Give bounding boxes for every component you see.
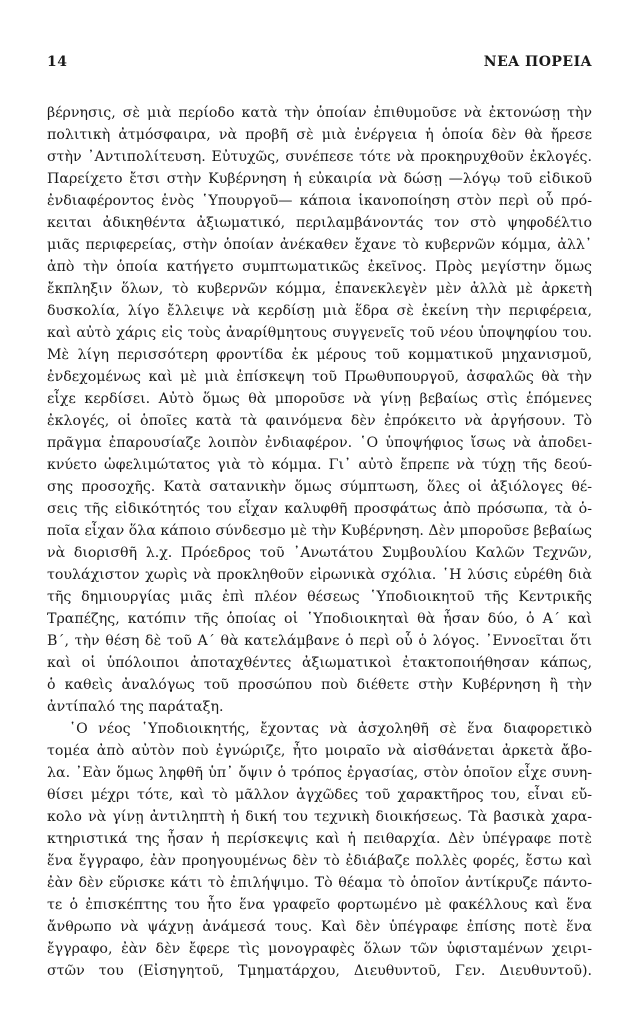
text-line: ἐνδιαφέροντος ἑνὸς ῾Υπουργοῦ— κάποια ἱκανοποίηση στὸν περὶ οὗ πρό- bbox=[47, 193, 592, 209]
text-line: καὶ οἱ ὑπόλοιποι ἀποταχθέντες ἀξιωματικοὶ ἐτακτοποιήθησαν κάπως, bbox=[47, 655, 592, 671]
text-line: τουλάχιστον χωρὶς νὰ προκληθοῦν εἰρωνικὰ σχόλια. ῾Η λύσις εὑρέθη διὰ bbox=[47, 567, 592, 583]
text-line: ἀντίπαλό της παράταξη. bbox=[47, 699, 224, 715]
text-line: ἐκλογές, οἱ ὁποῖες κατὰ τὰ φαινόμενα δὲν ἐπρόκειτο νὰ ἀργήσουν. Τὸ bbox=[47, 413, 592, 429]
text-line: λα. ᾽Εὰν ὅμως ληφθῆ ὑπ᾽ ὄψιν ὁ τρόπος ἐργασίας, στὸν ὁποῖον εἶχε συνη- bbox=[47, 765, 592, 781]
text-line: δυσκολία, λίγο ἔλλειψε νὰ κερδίσῃ μιὰ ἕδρα σὲ ἐκείνη τὴν περιφέρεια, bbox=[47, 303, 592, 319]
text-line: βέρνησις, σὲ μιὰ περίοδο κατὰ τὴν ὁποίαν ἐπιθυμοῦσε νὰ ἐκτονώσῃ τὴν bbox=[47, 105, 592, 121]
paragraph bbox=[47, 718, 592, 982]
text-line: ὁ καθεὶς ἀναλόγως τοῦ προσώπου ποὺ διέθετε στὴν Κυβέρνηση ἢ τὴν bbox=[47, 677, 592, 693]
text-line: τῆς δημιουργίας μιᾶς ἐπὶ πλέον θέσεως ῾Υποδιοικητοῦ τῆς Κεντρικῆς bbox=[47, 589, 592, 605]
text-line: ἀπὸ τὴν ὁποία κατήγετο συμπτωματικῶς ἐκεῖνος. Πρὸς μεγίστην ὅμως bbox=[47, 259, 592, 275]
text-line: ἄνθρωπο νὰ ψάχνῃ ἀνάμεσά τους. Καὶ δὲν ὑπέγραφε ἐπίσης ποτὲ ἕνα bbox=[47, 919, 592, 935]
text-line: νὰ διορισθῆ λ.χ. Πρόεδρος τοῦ ᾽Ανωτάτου Συμβουλίου Καλῶν Τεχνῶν, bbox=[47, 545, 592, 561]
text-line: καὶ αὐτὸ χάρις εἰς τοὺς ἀναρίθμητους συγγενεῖς τοῦ νέου ὑποψηφίου του. bbox=[47, 325, 592, 341]
text-line: ἐὰν δὲν εὕρισκε κάτι τὸ ἐπιλήψιμο. Τὸ θέαμα τὸ ὁποῖον ἀντίκρυζε πάντο- bbox=[47, 875, 592, 891]
text-line: ἔκπληξιν ὅλων, τὸ κυβερνῶν κόμμα, ἐπανεκλεγὲν μὲν ἀλλὰ μὲ ἀρκετὴ bbox=[47, 281, 592, 297]
text-line: ἕνα ἔγγραφο, ἐὰν προηγουμένως δὲν τὸ ἐδιάβαζε πολλὲς φορές, ἔστω καὶ bbox=[47, 853, 592, 869]
text-line: κολο νὰ γίνῃ ἀντιληπτὴ ἡ δική του τεχνικὴ διοικήσεως. Τὰ βασικὰ χαρα- bbox=[47, 809, 592, 825]
text-line: σης προσοχῆς. Κατὰ σατανικὴν ὅμως σύμπτωση, ὅλες οἱ ἀξιόλογες θέ- bbox=[47, 479, 592, 495]
text-line: πρᾶγμα ἐπαρουσίαζε λοιπὸν ἐνδιαφέρον. ῾Ο ὑποψήφιος ἴσως νὰ ἀποδει- bbox=[47, 435, 592, 451]
text-line: κνύετο ὠφελιμώτατος γιὰ τὸ κόμμα. Γι᾽ αὐτὸ ἔπρεπε νὰ τύχῃ τῆς δεού- bbox=[47, 457, 592, 473]
text-line: τομέα ἀπὸ αὐτὸν ποὺ ἐγνώριζε, ἦτο μοιραῖο νὰ αἰσθάνεται ἀρκετὰ ἄβο- bbox=[47, 743, 592, 759]
text-line: ῾Ο νέος ῾Υποδιοικητής, ἔχοντας νὰ ἀσχοληθῆ σὲ ἕνα διαφορετικὸ bbox=[69, 721, 592, 737]
paragraph bbox=[47, 102, 592, 718]
text-line: πολιτικὴ ἀτμόσφαιρα, νὰ προβῆ σὲ μιὰ ἐνέργεια ἡ ὁποία δὲν θὰ ἤρεσε bbox=[47, 127, 592, 143]
text-line: Β΄, τὴν θέση δὲ τοῦ Α΄ θὰ κατελάμβανε ὁ περὶ οὗ ὁ λόγος. ᾽Εννοεῖται ὅτι bbox=[47, 633, 592, 649]
text-line: ἐνδεχομένως καὶ μὲ μιὰ ἐπίσκεψη τοῦ Πρωθυπουργοῦ, ἀσφαλῶς θὰ τὴν bbox=[47, 369, 592, 385]
text-line: Μὲ λίγη περισσότερη φροντίδα ἐκ μέρους τοῦ κομματικοῦ μηχανισμοῦ, bbox=[47, 347, 592, 363]
text-line: κειται ἀδικηθέντα ἀξιωματικό, περιλαμβάνοντάς τον στὸ ψηφοδέλτιο bbox=[47, 215, 592, 231]
body-text bbox=[47, 102, 592, 982]
text-line: τε ὁ ἐπισκέπτης του ἦτο ἕνα γραφεῖο φορτωμένο μὲ φακέλλους καὶ ἕνα bbox=[47, 897, 592, 913]
text-line: στῶν του (Εἰσηγητοῦ, Τμηματάρχου, Διευθυντοῦ, Γεν. Διευθυντοῦ). bbox=[47, 963, 592, 979]
text-line: μιᾶς περιφερείας, στὴν ὁποίαν ἀνέκαθεν ἔχανε τὸ κυβερνῶν κόμμα, ἀλλ᾽ bbox=[47, 237, 592, 253]
text-line: Παρείχετο ἔτσι στὴν Κυβέρνηση ἡ εὐκαιρία νὰ δώσῃ —λόγῳ τοῦ εἰδικοῦ bbox=[47, 171, 592, 187]
text-line: κτηριστικά της ἦσαν ἡ περίσκεψις καὶ ἡ πειθαρχία. Δὲν ὑπέγραφε ποτὲ bbox=[47, 831, 592, 847]
text-line: Τραπέζης, κατόπιν τῆς ὁποίας οἱ ῾Υποδιοικηταὶ θὰ ἦσαν δύο, ὁ Α΄ καὶ bbox=[47, 611, 592, 627]
page-header bbox=[47, 54, 592, 78]
page-number: 14 bbox=[47, 54, 68, 70]
text-line: σεις τῆς εἰδικότητός του εἶχαν καλυφθῆ προσφάτως ἀπὸ πρόσωπα, τὰ ὁ- bbox=[47, 501, 592, 517]
text-line: ποῖα εἶχαν ὅλα κάποιο σύνδεσμο μὲ τὴν Κυβέρνηση. Δὲν μποροῦσε βεβαίως bbox=[47, 523, 592, 539]
text-line: στὴν ᾽Αντιπολίτευση. Εὐτυχῶς, συνέπεσε τότε νὰ προκηρυχθοῦν ἐκλογές. bbox=[47, 149, 592, 165]
text-line: θίσει μέχρι τότε, καὶ τὸ μᾶλλον ἀγχῶδες τοῦ χαρακτῆρος του, εἶναι εὔ- bbox=[47, 787, 592, 803]
text-line: εἶχε κερδίσει. Αὐτὸ ὅμως θὰ μποροῦσε νὰ γίνῃ βεβαίως στὶς ἑπόμενες bbox=[47, 391, 592, 407]
running-title: ΝΕΑ ΠΟΡΕΙΑ bbox=[483, 54, 592, 70]
text-line: ἔγγραφο, ἐὰν δὲν ἔφερε τὶς μονογραφὲς ὅλων τῶν ὑφισταμένων χειρι- bbox=[47, 941, 592, 957]
